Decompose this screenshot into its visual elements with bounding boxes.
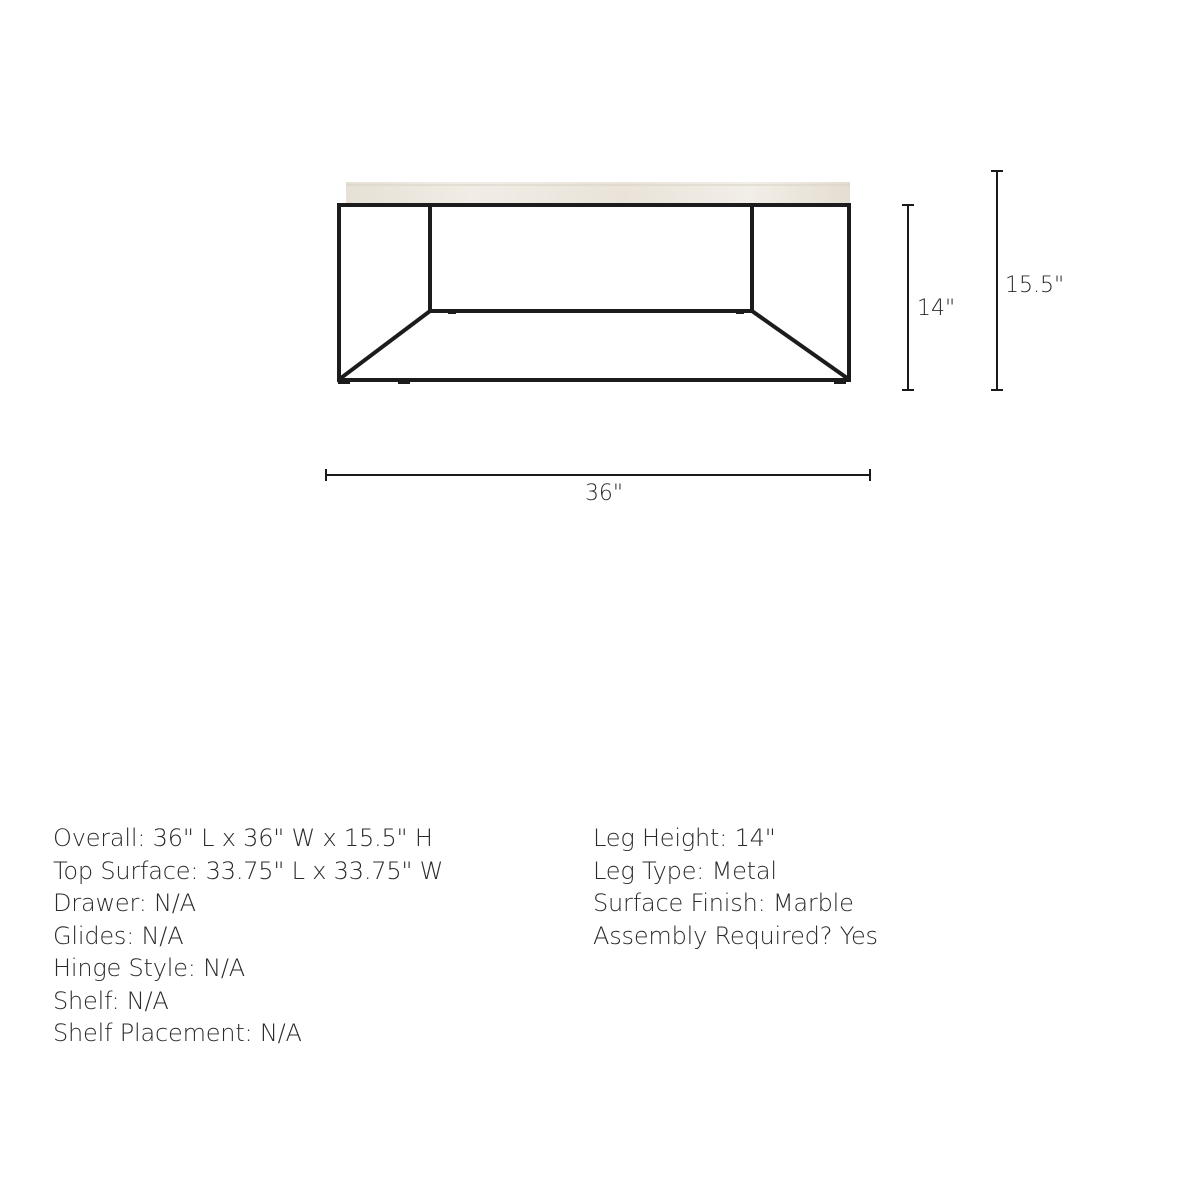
overall-height-label: 15.5" [1005, 273, 1065, 298]
width-dimension [326, 469, 870, 481]
frame-front-face [339, 205, 849, 380]
spec-list-left [53, 822, 443, 1050]
frame-feet [338, 309, 846, 384]
spec-assembly-required: Assembly Required? Yes [593, 921, 878, 950]
spec-top-surface: Top Surface: 33.75" L x 33.75" W [53, 856, 444, 885]
spec-glides: Glides: N/A [53, 921, 184, 950]
leg-height-label: 14" [917, 296, 956, 321]
spec-hinge-style: Hinge Style: N/A [53, 954, 245, 982]
spec-surface-finish: Surface Finish: Marble [593, 889, 854, 917]
frame-depth-rail-left [341, 311, 430, 378]
overall-height-dimension [991, 171, 1003, 390]
leg-height-dimension [902, 205, 914, 390]
width-label: 36" [584, 481, 624, 506]
spec-drawer: Drawer: N/A [53, 889, 196, 917]
spec-list-right [593, 822, 878, 952]
spec-shelf: Shelf: N/A [53, 986, 169, 1015]
frame-depth-rail-right [752, 311, 847, 378]
spec-overall: Overall: 36" L x 36" W x 15.5" H [53, 824, 433, 852]
spec-leg-type: Leg Type: Metal [593, 856, 777, 885]
spec-shelf-placement: Shelf Placement: N/A [53, 1019, 302, 1047]
metal-frame [339, 205, 849, 380]
coffee-table-illustration [338, 182, 850, 384]
spec-leg-height: Leg Height: 14" [593, 824, 776, 852]
